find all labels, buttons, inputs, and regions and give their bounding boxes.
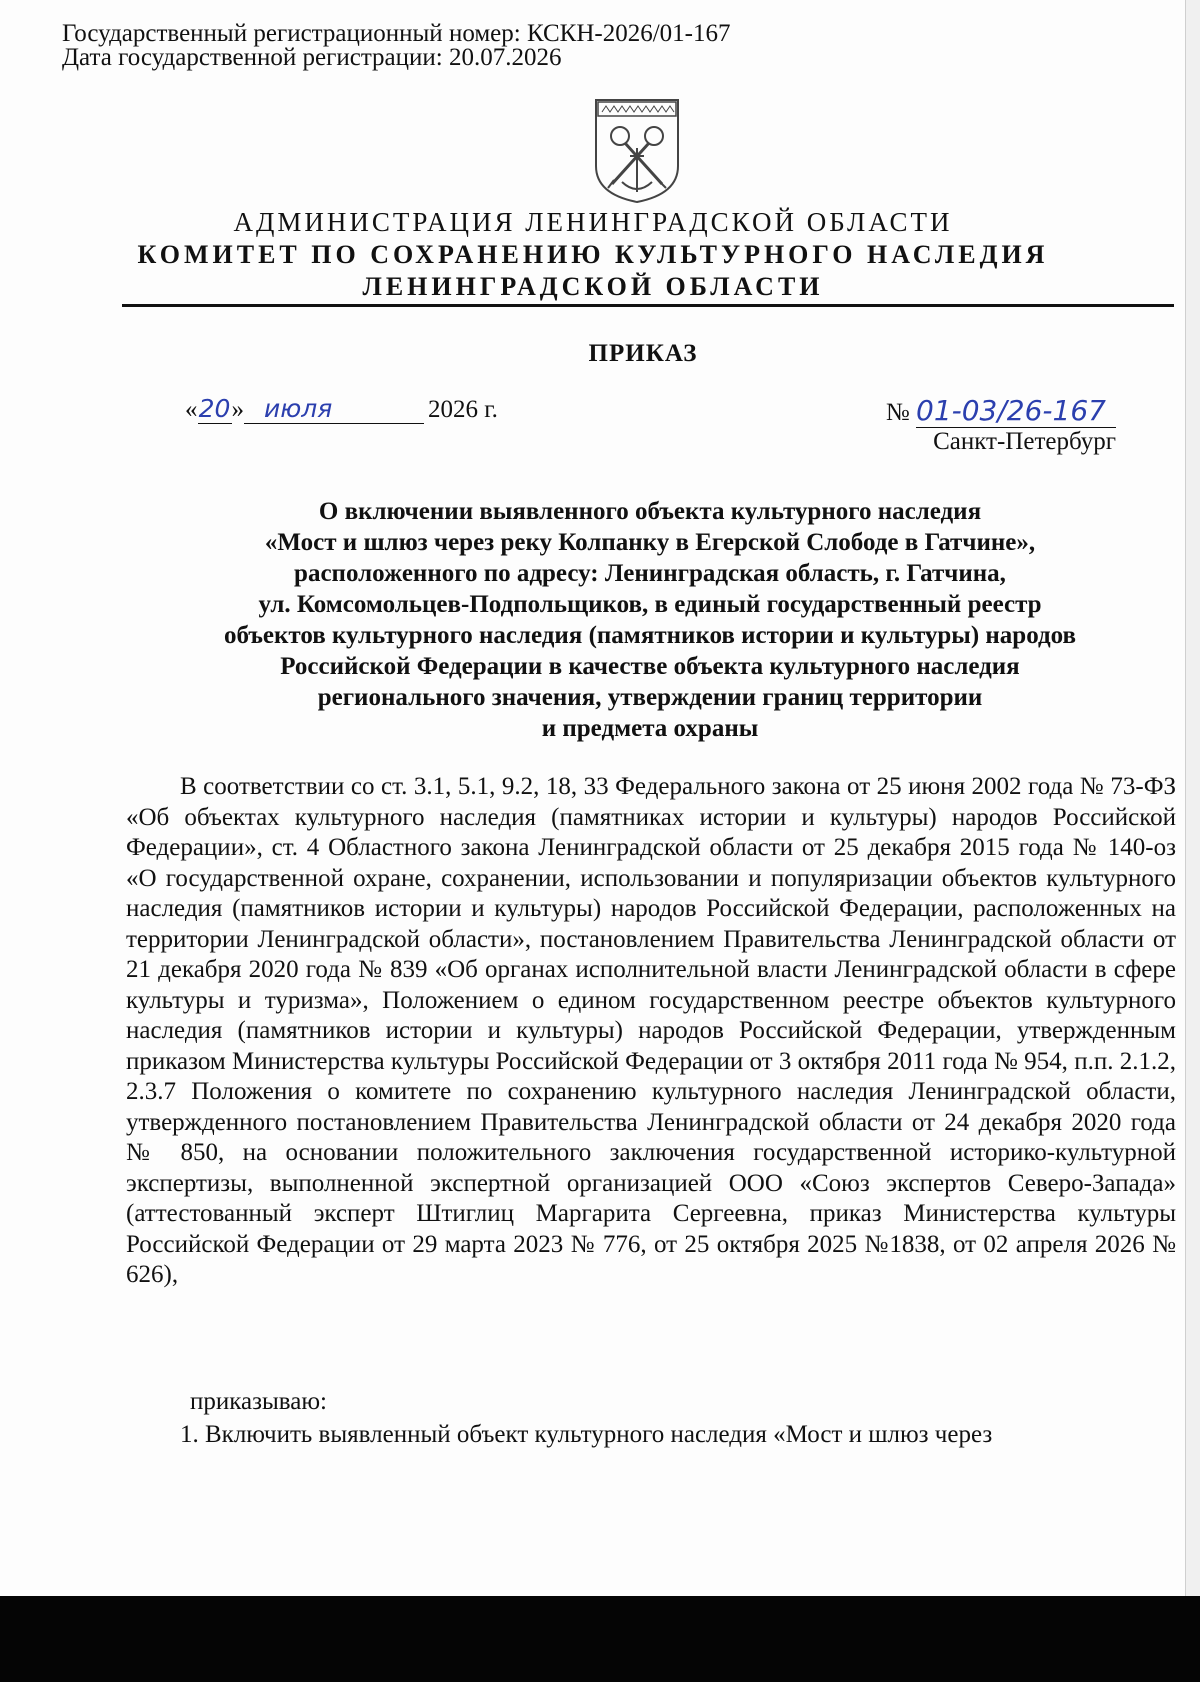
date-month: июля <box>244 394 424 424</box>
coat-of-arms-icon <box>592 96 682 204</box>
document-type <box>0 340 1200 368</box>
scan-bottom-border <box>0 1596 1200 1682</box>
date-open-quote: « <box>185 396 198 423</box>
title-line: объектов культурного наследия (памятников истории и культуры) народов <box>223 622 1077 649</box>
title-line: О включении выявленного объекта культурного наследия <box>318 498 982 525</box>
preamble-paragraph: В соответствии со ст. 3.1, 5.1, 9.2, 18, 33 Федерального закона от 25 июня 2002 года № 73-ФЗ «Об объектах культурного наследия (памятниках истории и культуры) народов Российской Федерации», ст. 4 Областного закона Ленинградской области от 25 декабря 2015 года № 140-оз «О государственной охране, сохранении, использовании и популяризации объектов культурного наследия (памятников истории и культуры) народов Российской Федерации, расположенных на территории Ленинградской области», постановлением Правительства Ленинградской области от 21 декабря 2020 года № 839 «Об органах исполнительной власти Ленинградской области в сфере культуры и туризма», Положением о едином государственном реестре объектов культурного наследия (памятников истории и культуры) народов Российской Федерации, утвержденным приказом Министерства культуры Российской Федерации от 3 октября 2011 года № 954, п.п. 2.1.2, 2.3.7 Положения о комитете по сохранению культурного наследия Ленинградской области, утвержденного постановлением Правительства Ленинградской области от 24 декабря 2020 года № 850, на основании положительного заключения государственной историко-культурной экспертизы, выполненной экспертной организацией ООО «Союз экспертов Северо-Запада» (аттестованный эксперт Штиглиц Маргарита Сергеевна, приказ Министерства культуры Российской Федерации от 29 марта 2023 № 776, от 25 октября 2025 №1838, от 02 апреля 2026 № 626), <box>126 773 1176 1288</box>
header-divider <box>122 304 1174 307</box>
city: Санкт-Петербург <box>933 428 1116 455</box>
title-line: и предмета охраны <box>541 715 759 742</box>
order-date <box>185 394 498 424</box>
date-day: 20 <box>198 394 231 423</box>
registration-date: Дата государственной регистрации: 20.07.2026 <box>62 44 562 71</box>
date-year: 2026 г. <box>428 396 498 423</box>
number-value: 01-03/26-167 <box>916 394 1116 428</box>
title-line: «Мост и шлюз через реку Колпанку в Егерской Слободе в Гатчине», <box>264 529 1036 556</box>
committee-title-region: ЛЕНИНГРАДСКОЙ ОБЛАСТИ <box>362 272 824 301</box>
committee-title: КОМИТЕТ ПО СОХРАНЕНИЮ КУЛЬТУРНОГО НАСЛЕДИЯ <box>137 240 1049 269</box>
title-line: регионального значения, утверждении границ территории <box>317 684 983 711</box>
scan-edge <box>1185 0 1200 1682</box>
registration-block <box>62 22 731 70</box>
number-sign: № <box>885 399 910 426</box>
title-line: Российской Федерации в качестве объекта культурного наследия <box>280 653 1020 680</box>
date-close-quote: » <box>231 396 244 423</box>
order-title <box>120 496 1180 744</box>
order-item-1: 1. Включить выявленный объект культурного наследия «Мост и шлюз через <box>180 1421 993 1448</box>
order-number <box>886 394 1116 428</box>
administration-title: АДМИНИСТРАЦИЯ ЛЕНИНГРАДСКОЙ ОБЛАСТИ <box>233 207 953 237</box>
title-line: ул. Комсомольцев-Подпольщиков, в единый государственный реестр <box>258 591 1042 618</box>
title-line: расположенного по адресу: Ленинградская область, г. Гатчина, <box>294 560 1006 587</box>
document-type-label: ПРИКАЗ <box>588 340 698 367</box>
ordering-word: приказываю: <box>190 1388 327 1415</box>
registration-number: Государственный регистрационный номер: КСКН-2026/01-167 <box>62 20 731 47</box>
